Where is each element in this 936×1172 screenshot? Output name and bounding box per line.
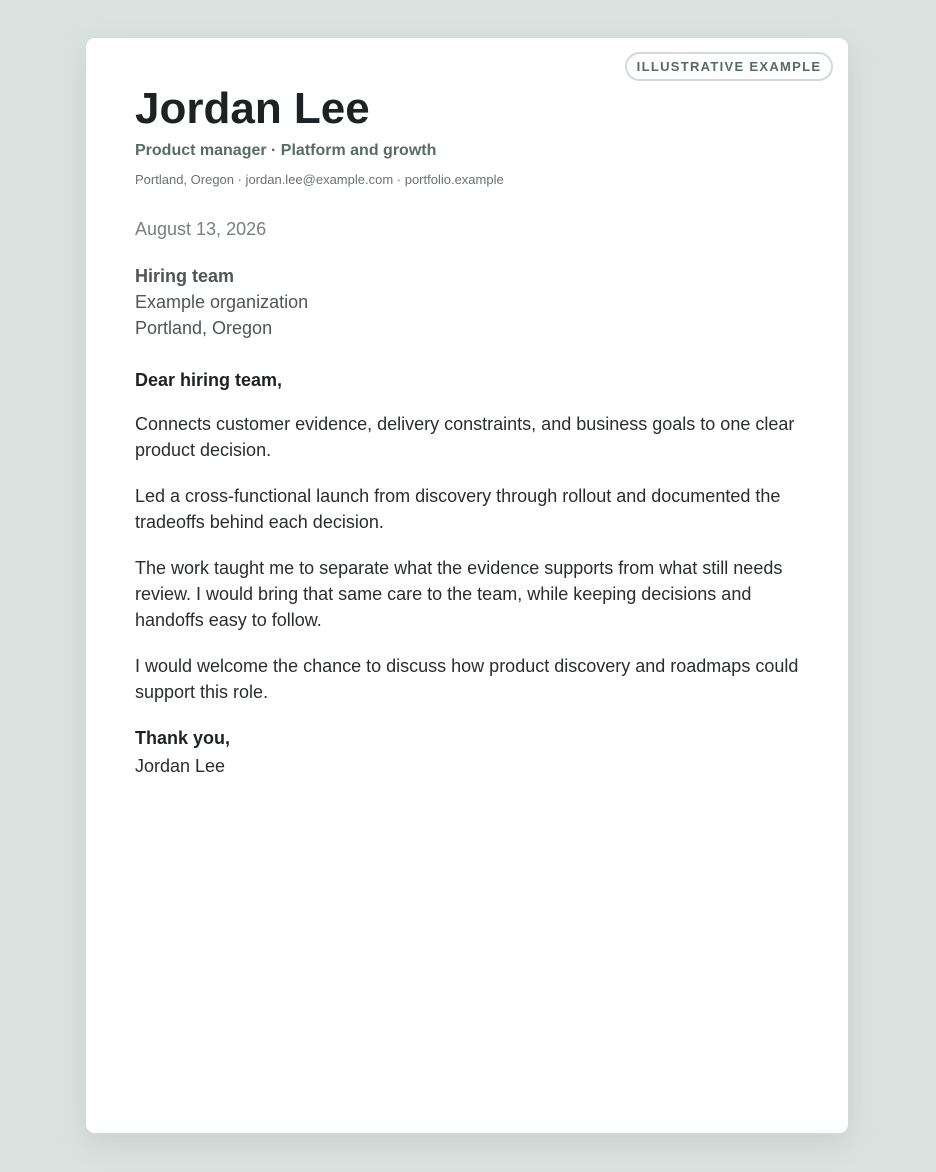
sender-name: Jordan Lee [135, 84, 370, 133]
closing-block [135, 724, 230, 780]
recipient-organization: Example organization [135, 292, 309, 312]
body-paragraph: The work taught me to separate what the evidence supports from what still needs review. I would bring that same care to the team, while keeping decisions and handoffs easy to follow. [135, 558, 783, 630]
sender-contact: Portland, Oregon · jordan.lee@example.com · portfolio.example [135, 172, 504, 187]
body-paragraph: Connects customer evidence, delivery constraints, and business goals to one clear product decision. [135, 414, 795, 460]
signature-name: Jordan Lee [135, 756, 226, 776]
sender-tagline: Product manager · Platform and growth [135, 142, 437, 159]
letter-body [135, 411, 805, 725]
closing-line: Thank you, [135, 728, 231, 748]
salutation: Dear hiring team, [135, 370, 283, 390]
recipient-location: Portland, Oregon [135, 318, 273, 338]
recipient-block [135, 263, 308, 341]
body-paragraph: I would welcome the chance to discuss how product discovery and roadmaps could support this role. [135, 656, 799, 702]
letter-date: August 13, 2026 [135, 219, 267, 239]
letter-page [85, 37, 849, 1134]
recipient-name: Hiring team [135, 266, 235, 286]
illustrative-example-badge: ILLUSTRATIVE EXAMPLE [625, 52, 833, 81]
body-paragraph: Led a cross-functional launch from discovery through rollout and documented the tradeoffs behind each decision. [135, 486, 781, 532]
